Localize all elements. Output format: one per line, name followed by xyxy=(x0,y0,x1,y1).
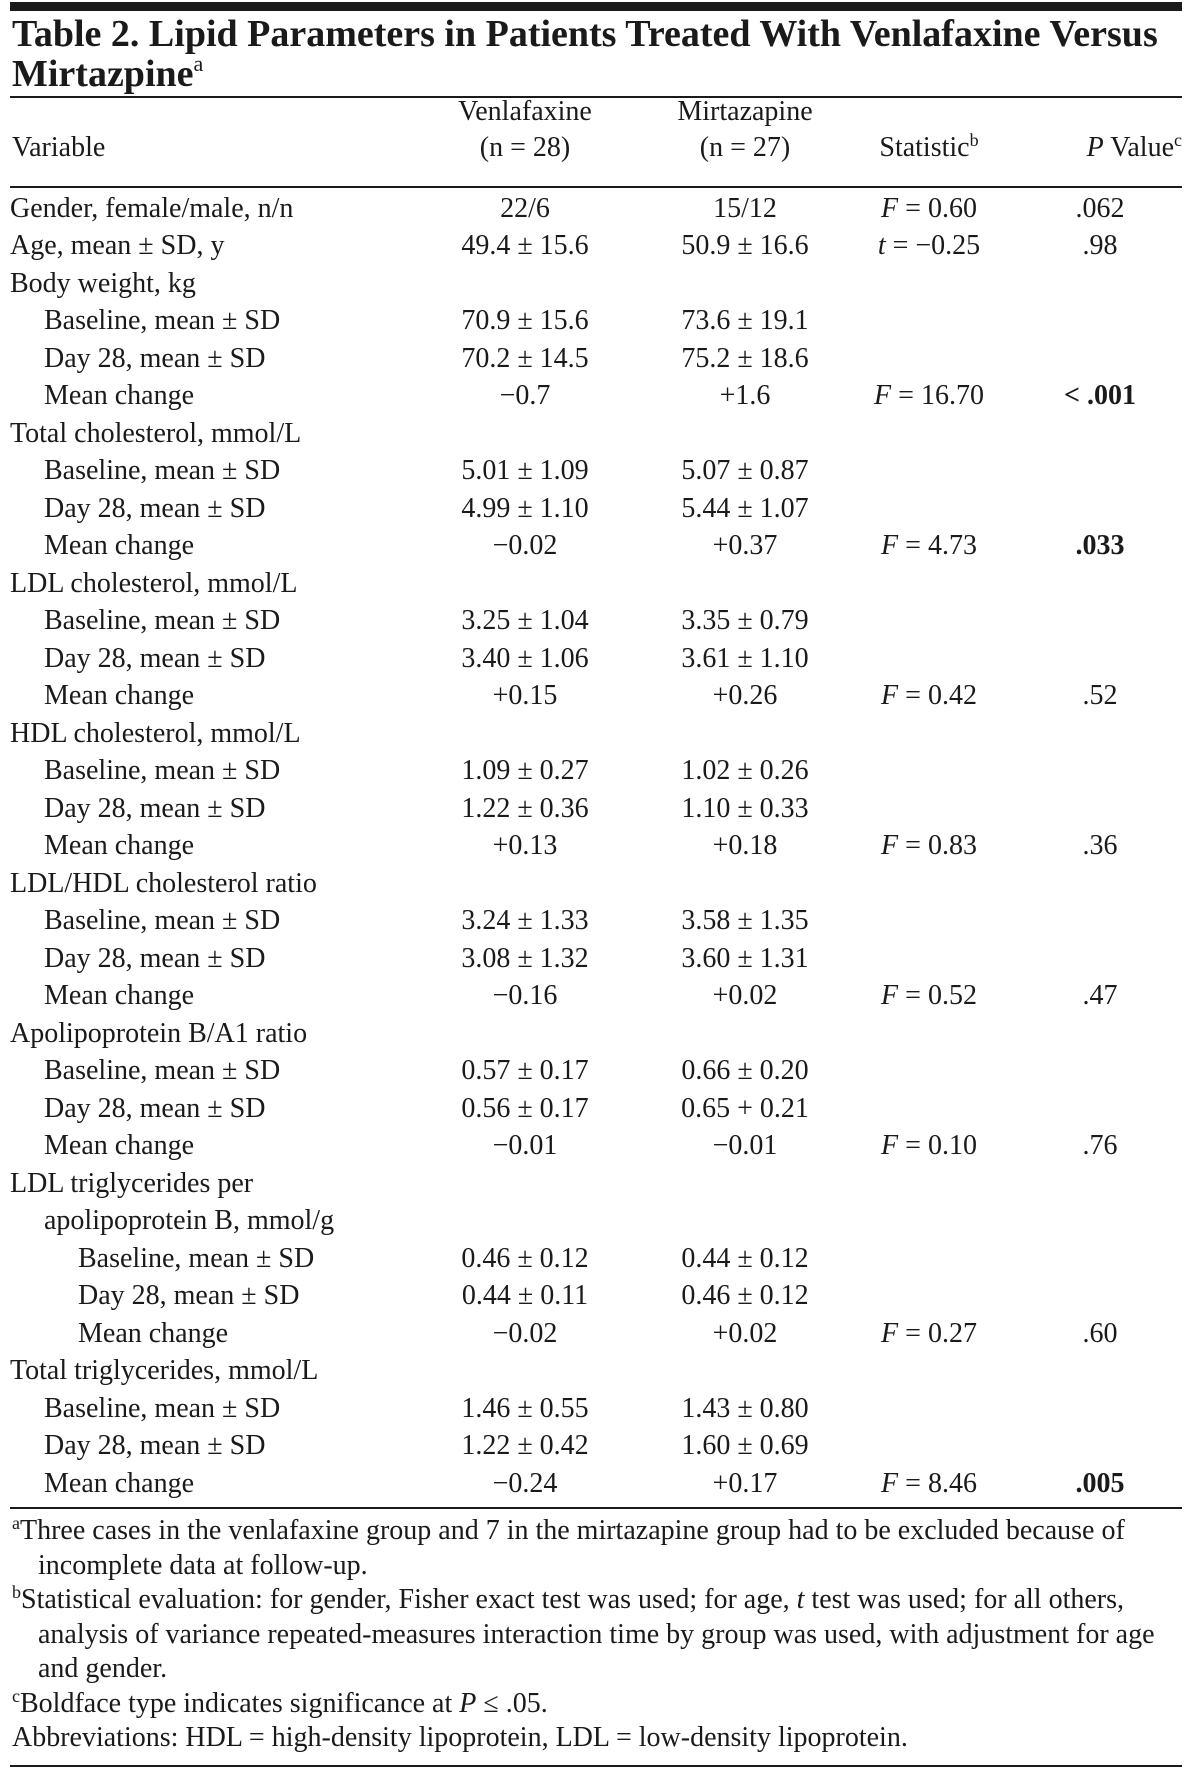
p-value xyxy=(1018,303,1182,341)
mirtazapine-value: +0.18 xyxy=(712,830,778,862)
statistic-value xyxy=(840,1165,1018,1203)
venlafaxine-value: −0.02 xyxy=(492,530,558,562)
header-pvalue-p: P xyxy=(1086,132,1104,163)
statistic-value xyxy=(840,228,1018,266)
mirtazapine-value xyxy=(650,1203,840,1241)
row-label: Body weight, kg xyxy=(10,267,196,299)
title-footnote-mark: a xyxy=(193,51,204,76)
table-row xyxy=(10,753,1182,791)
header-pvalue-mark: c xyxy=(1174,130,1182,150)
venlafaxine-value: 70.2 ± 14.5 xyxy=(461,342,589,374)
table-row xyxy=(10,265,1182,303)
venlafaxine-value: −0.02 xyxy=(492,1317,558,1349)
mirtazapine-value: 15/12 xyxy=(713,192,777,224)
statistic-value xyxy=(840,490,1018,528)
row-label: Mean change xyxy=(44,380,195,412)
header-mirtazapine-name: Mirtazapine xyxy=(677,96,813,127)
p-value xyxy=(1018,753,1182,791)
footer-bottom-rule xyxy=(10,1765,1182,1767)
statistic-value xyxy=(840,453,1018,491)
row-label: Baseline, mean ± SD xyxy=(44,1055,281,1087)
title-text: Table 2. Lipid Parameters in Patients Treated With Venlafaxine Versus Mirtazpine xyxy=(12,13,1158,95)
statistic-letter: F xyxy=(881,1130,899,1162)
row-label: Day 28, mean ± SD xyxy=(78,1280,300,1312)
table-row xyxy=(10,340,1182,378)
statistic-value xyxy=(840,1203,1018,1241)
statistic-number: = 16.70 xyxy=(891,380,984,412)
header-statistic-mark: b xyxy=(969,130,979,150)
mirtazapine-value: −0.01 xyxy=(712,1130,778,1162)
footnote-b-text-1: Statistical evaluation: for gender, Fisher exact test was used; for age, xyxy=(21,1584,797,1615)
data-table xyxy=(10,190,1182,1503)
footnote-c-mark: c xyxy=(12,1685,20,1706)
header-mirtazapine xyxy=(650,94,840,166)
venlafaxine-value xyxy=(400,1165,650,1203)
table-row xyxy=(10,1428,1182,1466)
p-value: .60 xyxy=(1082,1317,1118,1349)
p-value: .76 xyxy=(1082,1130,1118,1162)
footnotes xyxy=(12,1514,1177,1756)
venlafaxine-value xyxy=(400,1353,650,1391)
p-value xyxy=(1018,640,1182,678)
table-row xyxy=(10,1053,1182,1091)
statistic-value xyxy=(840,1428,1018,1466)
venlafaxine-value: 3.24 ± 1.33 xyxy=(461,905,589,937)
row-label: Total triglycerides, mmol/L xyxy=(10,1355,319,1387)
table-row xyxy=(10,640,1182,678)
statistic-value xyxy=(840,640,1018,678)
mirtazapine-value xyxy=(650,415,840,453)
footnote-c-text-2: ≤ .05. xyxy=(476,1687,548,1719)
p-value xyxy=(1018,565,1182,603)
row-label: Day 28, mean ± SD xyxy=(44,342,266,374)
p-value: .47 xyxy=(1082,980,1118,1012)
statistic-letter: F xyxy=(881,980,899,1012)
venlafaxine-value xyxy=(400,415,650,453)
statistic-value xyxy=(840,1128,1018,1166)
mirtazapine-value: +0.17 xyxy=(712,1467,778,1499)
header-mirtazapine-n: (n = 27) xyxy=(699,132,791,163)
mirtazapine-value: 5.44 ± 1.07 xyxy=(681,492,809,524)
statistic-value xyxy=(840,1090,1018,1128)
header-venlafaxine-n: (n = 28) xyxy=(479,132,571,163)
row-label: Mean change xyxy=(44,1130,195,1162)
statistic-letter: F xyxy=(881,680,899,712)
statistic-value xyxy=(840,565,1018,603)
mirtazapine-value: 0.44 ± 0.12 xyxy=(681,1242,809,1274)
venlafaxine-value: +0.15 xyxy=(492,680,558,712)
footnote-c-text-1: Boldface type indicates significance at xyxy=(20,1687,460,1719)
statistic-value xyxy=(840,303,1018,341)
row-label: LDL cholesterol, mmol/L xyxy=(10,567,298,599)
venlafaxine-value: 3.40 ± 1.06 xyxy=(461,642,589,674)
mirtazapine-value: 1.60 ± 0.69 xyxy=(681,1430,809,1462)
statistic-value xyxy=(840,340,1018,378)
venlafaxine-value: 49.4 ± 15.6 xyxy=(461,230,589,262)
footnote-b xyxy=(12,1583,1177,1687)
p-value xyxy=(1018,1353,1182,1391)
statistic-letter: F xyxy=(881,530,899,562)
venlafaxine-value: 4.99 ± 1.10 xyxy=(461,492,589,524)
venlafaxine-value: 3.25 ± 1.04 xyxy=(461,605,589,637)
venlafaxine-value: 1.46 ± 0.55 xyxy=(461,1392,589,1424)
footnote-b-mark: b xyxy=(12,1582,21,1602)
venlafaxine-value: 0.44 ± 0.11 xyxy=(461,1280,589,1312)
statistic-value xyxy=(840,715,1018,753)
statistic-value xyxy=(840,865,1018,903)
venlafaxine-value xyxy=(400,715,650,753)
p-value xyxy=(1018,1015,1182,1053)
statistic-value xyxy=(840,940,1018,978)
row-label: Day 28, mean ± SD xyxy=(44,642,266,674)
row-label: Baseline, mean ± SD xyxy=(78,1242,315,1274)
mirtazapine-value: +1.6 xyxy=(719,380,771,412)
header-pvalue-text: Value xyxy=(1103,132,1174,163)
table-row xyxy=(10,1203,1182,1241)
statistic-value xyxy=(840,753,1018,791)
row-label: Day 28, mean ± SD xyxy=(44,1430,266,1462)
table-row xyxy=(10,715,1182,753)
mirtazapine-value: 3.61 ± 1.10 xyxy=(681,642,809,674)
row-label: Day 28, mean ± SD xyxy=(44,1092,266,1124)
p-value xyxy=(1018,1165,1182,1203)
table-row xyxy=(10,190,1182,228)
statistic-letter: F xyxy=(881,830,899,862)
footnote-b-t: t xyxy=(796,1584,805,1615)
row-label: apolipoprotein B, mmol/g xyxy=(44,1205,335,1237)
statistic-letter: F xyxy=(881,1317,899,1349)
p-value: .52 xyxy=(1082,680,1118,712)
row-label: Mean change xyxy=(44,1467,195,1499)
table-row xyxy=(10,790,1182,828)
row-label: HDL cholesterol, mmol/L xyxy=(10,717,301,749)
row-label: Baseline, mean ± SD xyxy=(44,755,281,787)
statistic-value xyxy=(840,678,1018,716)
statistic-value xyxy=(840,603,1018,641)
venlafaxine-value: 0.46 ± 0.12 xyxy=(461,1242,589,1274)
footnote-a-text: Three cases in the venlafaxine group and 7 in the mirtazapine group had to be excluded because of incomplete data at follow-up. xyxy=(20,1515,1125,1581)
p-value xyxy=(1018,415,1182,453)
statistic-value xyxy=(840,415,1018,453)
row-label: Baseline, mean ± SD xyxy=(44,1392,281,1424)
venlafaxine-value: 1.09 ± 0.27 xyxy=(461,755,589,787)
p-value: .005 xyxy=(1075,1467,1125,1499)
row-label: Mean change xyxy=(44,830,195,862)
mirtazapine-value: 50.9 ± 16.6 xyxy=(681,230,809,262)
table-row xyxy=(10,1278,1182,1316)
statistic-number: = 0.52 xyxy=(898,980,977,1012)
mirtazapine-value: 1.02 ± 0.26 xyxy=(681,755,809,787)
statistic-value xyxy=(840,903,1018,941)
header-variable: Variable xyxy=(12,132,106,163)
statistic-value xyxy=(840,528,1018,566)
row-label: Mean change xyxy=(44,980,195,1012)
table-row xyxy=(10,865,1182,903)
p-value xyxy=(1018,1240,1182,1278)
statistic-number: = 4.73 xyxy=(898,530,977,562)
mirtazapine-value xyxy=(650,1015,840,1053)
venlafaxine-value: 3.08 ± 1.32 xyxy=(461,942,589,974)
statistic-letter: F xyxy=(881,192,899,224)
mirtazapine-value xyxy=(650,865,840,903)
row-label: Mean change xyxy=(78,1317,229,1349)
statistic-letter: t xyxy=(877,230,886,262)
mirtazapine-value: 0.66 ± 0.20 xyxy=(681,1055,809,1087)
statistic-value xyxy=(840,1278,1018,1316)
venlafaxine-value: 70.9 ± 15.6 xyxy=(461,305,589,337)
p-value xyxy=(1018,340,1182,378)
header-venlafaxine-name: Venlafaxine xyxy=(458,96,592,127)
header-pvalue xyxy=(1018,130,1182,166)
mirtazapine-value: 73.6 ± 19.1 xyxy=(681,305,809,337)
statistic-value xyxy=(840,1240,1018,1278)
table-row xyxy=(10,1315,1182,1353)
p-value xyxy=(1018,940,1182,978)
venlafaxine-value xyxy=(400,865,650,903)
table-row xyxy=(10,1128,1182,1166)
p-value xyxy=(1018,903,1182,941)
footnote-c xyxy=(12,1687,1177,1722)
table-row xyxy=(10,903,1182,941)
venlafaxine-value xyxy=(400,1203,650,1241)
statistic-number: = 0.42 xyxy=(898,680,977,712)
p-value xyxy=(1018,790,1182,828)
p-value xyxy=(1018,1278,1182,1316)
venlafaxine-value xyxy=(400,1015,650,1053)
p-value xyxy=(1018,865,1182,903)
row-label: Baseline, mean ± SD xyxy=(44,905,281,937)
header-venlafaxine xyxy=(400,94,650,166)
table-row xyxy=(10,978,1182,1016)
mirtazapine-value xyxy=(650,1165,840,1203)
mirtazapine-value: 3.35 ± 0.79 xyxy=(681,605,809,637)
statistic-letter: F xyxy=(874,380,892,412)
mirtazapine-value: +0.26 xyxy=(712,680,778,712)
statistic-value xyxy=(840,828,1018,866)
row-label: Baseline, mean ± SD xyxy=(44,605,281,637)
venlafaxine-value: 1.22 ± 0.36 xyxy=(461,792,589,824)
row-label: Baseline, mean ± SD xyxy=(44,455,281,487)
table-row xyxy=(10,415,1182,453)
mirtazapine-value: 3.60 ± 1.31 xyxy=(681,942,809,974)
statistic-value xyxy=(840,978,1018,1016)
statistic-number: = 0.83 xyxy=(898,830,977,862)
p-value xyxy=(1018,715,1182,753)
statistic-value xyxy=(840,1315,1018,1353)
row-label: Baseline, mean ± SD xyxy=(44,305,281,337)
data-table-body xyxy=(10,190,1182,1503)
footnote-a xyxy=(12,1514,1177,1583)
table-row xyxy=(10,565,1182,603)
table-row xyxy=(10,940,1182,978)
p-value xyxy=(1018,1053,1182,1091)
table-row xyxy=(10,303,1182,341)
header-bottom-rule xyxy=(10,186,1182,188)
statistic-value xyxy=(840,1015,1018,1053)
row-label: Day 28, mean ± SD xyxy=(44,792,266,824)
mirtazapine-value: 1.43 ± 0.80 xyxy=(681,1392,809,1424)
mirtazapine-value: 5.07 ± 0.87 xyxy=(681,455,809,487)
venlafaxine-value: −0.24 xyxy=(492,1467,558,1499)
table-row xyxy=(10,678,1182,716)
statistic-value xyxy=(840,1053,1018,1091)
footnote-a-mark: a xyxy=(12,1513,20,1533)
p-value xyxy=(1018,1203,1182,1241)
top-rule xyxy=(10,2,1182,11)
venlafaxine-value: 1.22 ± 0.42 xyxy=(461,1430,589,1462)
statistic-number: = 0.60 xyxy=(898,192,977,224)
header-statistic-text: Statistic xyxy=(879,132,970,163)
statistic-number: = 8.46 xyxy=(898,1467,977,1499)
p-value: .98 xyxy=(1082,230,1118,262)
p-value: .062 xyxy=(1075,192,1125,224)
table-row xyxy=(10,528,1182,566)
table-row xyxy=(10,378,1182,416)
p-value: .033 xyxy=(1075,530,1125,562)
mirtazapine-value xyxy=(650,1353,840,1391)
p-value: .36 xyxy=(1082,830,1118,862)
row-label: Total cholesterol, mmol/L xyxy=(10,417,302,449)
venlafaxine-value xyxy=(400,265,650,303)
mirtazapine-value: +0.37 xyxy=(712,530,778,562)
table-row xyxy=(10,1090,1182,1128)
footnote-abbreviations: Abbreviations: HDL = high-density lipoprotein, LDL = low-density lipoprotein. xyxy=(12,1722,908,1753)
venlafaxine-value: −0.16 xyxy=(492,980,558,1012)
header-statistic xyxy=(840,130,1018,166)
mirtazapine-value: +0.02 xyxy=(712,1317,778,1349)
mirtazapine-value: 75.2 ± 18.6 xyxy=(681,342,809,374)
mirtazapine-value xyxy=(650,265,840,303)
p-value xyxy=(1018,453,1182,491)
mirtazapine-value: 0.46 ± 0.12 xyxy=(681,1280,809,1312)
p-value xyxy=(1018,603,1182,641)
table-row xyxy=(10,1165,1182,1203)
p-value xyxy=(1018,1428,1182,1466)
statistic-number: = 0.27 xyxy=(898,1317,977,1349)
statistic-value xyxy=(840,378,1018,416)
statistic-value xyxy=(840,1353,1018,1391)
venlafaxine-value: −0.01 xyxy=(492,1130,558,1162)
row-label: Gender, female/male, n/n xyxy=(10,192,294,224)
row-label: LDL/HDL cholesterol ratio xyxy=(10,867,317,899)
venlafaxine-value: 0.57 ± 0.17 xyxy=(461,1055,589,1087)
p-value xyxy=(1018,1090,1182,1128)
statistic-number: = −0.25 xyxy=(885,230,981,262)
p-value xyxy=(1018,265,1182,303)
venlafaxine-value: −0.7 xyxy=(499,380,551,412)
footnote-c-p: P xyxy=(459,1687,477,1719)
table-row xyxy=(10,228,1182,266)
mirtazapine-value xyxy=(650,565,840,603)
row-label: Apolipoprotein B/A1 ratio xyxy=(10,1017,308,1049)
table-row xyxy=(10,1015,1182,1053)
p-value xyxy=(1018,490,1182,528)
statistic-value xyxy=(840,265,1018,303)
venlafaxine-value xyxy=(400,565,650,603)
venlafaxine-value: +0.13 xyxy=(492,830,558,862)
table-title xyxy=(12,14,1172,94)
table-row xyxy=(10,453,1182,491)
venlafaxine-value: 0.56 ± 0.17 xyxy=(461,1092,589,1124)
table-bottom-rule xyxy=(10,1507,1182,1509)
table-row xyxy=(10,1353,1182,1391)
table-row xyxy=(10,828,1182,866)
row-label: Mean change xyxy=(44,680,195,712)
statistic-value xyxy=(840,1390,1018,1428)
row-label: Mean change xyxy=(44,530,195,562)
mirtazapine-value: 1.10 ± 0.33 xyxy=(681,792,809,824)
table-row xyxy=(10,1465,1182,1503)
statistic-letter: F xyxy=(881,1467,899,1499)
table-row xyxy=(10,490,1182,528)
table-row xyxy=(10,1240,1182,1278)
mirtazapine-value: +0.02 xyxy=(712,980,778,1012)
row-label: Day 28, mean ± SD xyxy=(44,942,266,974)
venlafaxine-value: 5.01 ± 1.09 xyxy=(461,455,589,487)
p-value xyxy=(1018,1390,1182,1428)
row-label: Day 28, mean ± SD xyxy=(44,492,266,524)
mirtazapine-value: 3.58 ± 1.35 xyxy=(681,905,809,937)
p-value: < .001 xyxy=(1064,380,1136,412)
row-label: Age, mean ± SD, y xyxy=(10,230,225,262)
table-row xyxy=(10,603,1182,641)
mirtazapine-value xyxy=(650,715,840,753)
statistic-value xyxy=(840,1465,1018,1503)
venlafaxine-value: 22/6 xyxy=(500,192,550,224)
statistic-value xyxy=(840,790,1018,828)
table-row xyxy=(10,1390,1182,1428)
row-label: LDL triglycerides per xyxy=(10,1167,254,1199)
statistic-value xyxy=(840,190,1018,228)
mirtazapine-value: 0.65 + 0.21 xyxy=(681,1092,809,1124)
statistic-number: = 0.10 xyxy=(898,1130,977,1162)
footnote-b-text-2: test was used; for all others, analysis of variance repeated-measures interaction time by group was used, with adjustment for age and gender. xyxy=(38,1584,1155,1684)
